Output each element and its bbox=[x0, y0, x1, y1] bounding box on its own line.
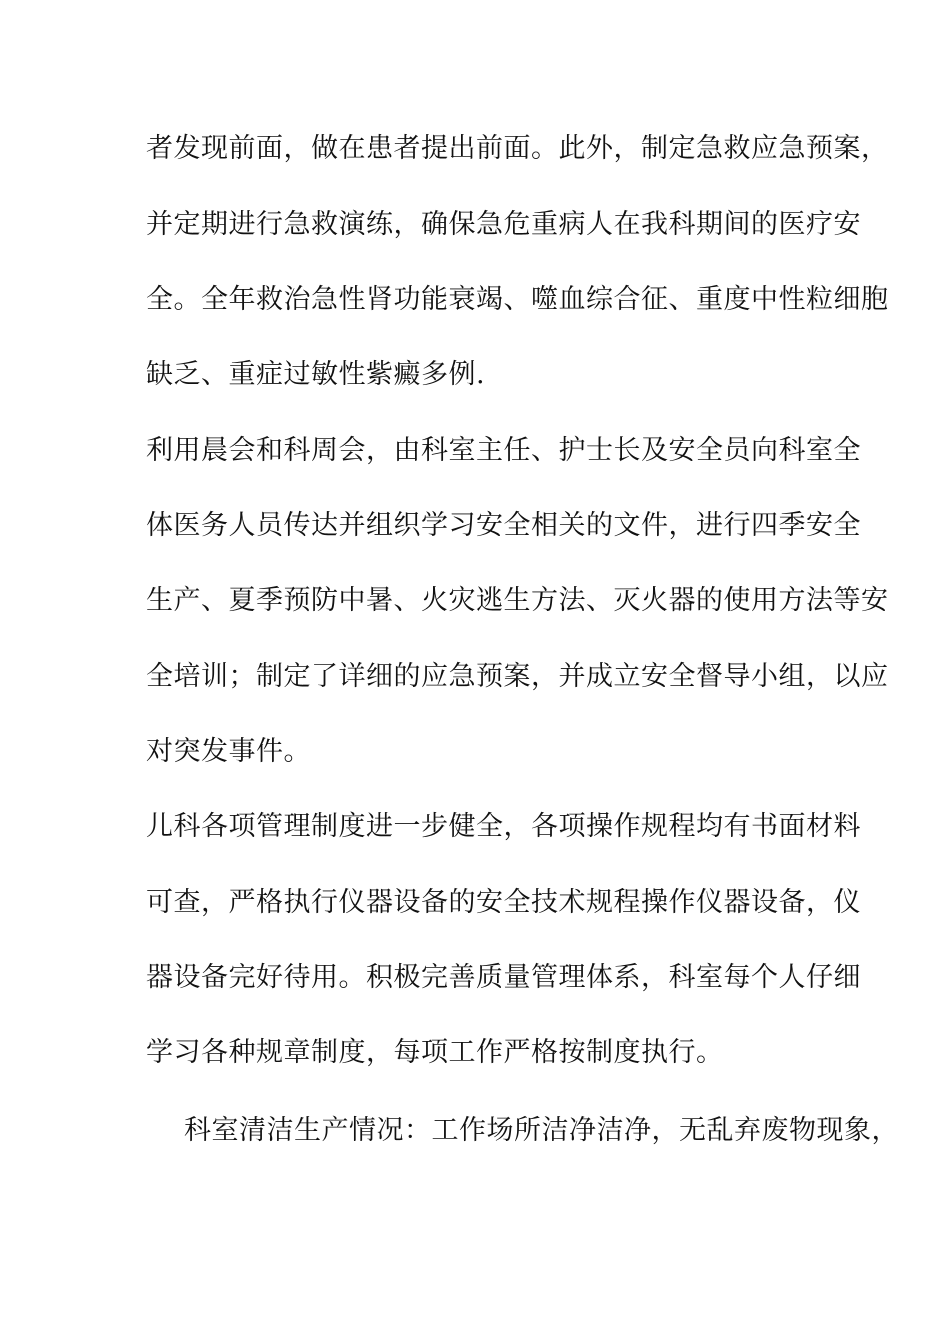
text-line: 缺乏、重症过敏性紫癜多例. bbox=[146, 359, 486, 390]
text-line: 对突发事件。 bbox=[146, 736, 311, 767]
text-line: 者发现前面，做在患者提出前面。此外，制定急救应急预案， bbox=[146, 133, 889, 164]
text-line: 生产、夏季预防中暑、火灾逃生方法、灭火器的使用方法等安 bbox=[146, 585, 889, 616]
text-line: 科室清洁生产情况：工作场所洁净洁净，无乱弃废物现象， bbox=[184, 1115, 899, 1146]
text-line: 全。全年救治急性肾功能衰竭、噬血综合征、重度中性粒细胞 bbox=[146, 284, 889, 315]
text-line: 器设备完好待用。积极完善质量管理体系，科室每个人仔细 bbox=[146, 962, 861, 993]
text-line: 可查，严格执行仪器设备的安全技术规程操作仪器设备，仪 bbox=[146, 887, 861, 918]
text-line: 全培训；制定了详细的应急预案，并成立安全督导小组，以应 bbox=[146, 661, 889, 692]
text-line: 并定期进行急救演练，确保急危重病人在我科期间的医疗安 bbox=[146, 209, 861, 240]
text-line: 利用晨会和科周会，由科室主任、护士长及安全员向科室全 bbox=[146, 435, 861, 466]
text-line: 体医务人员传达并组织学习安全相关的文件，进行四季安全 bbox=[146, 510, 861, 541]
text-line: 学习各种规章制度，每项工作严格按制度执行。 bbox=[146, 1037, 724, 1068]
text-line: 儿科各项管理制度进一步健全，各项操作规程均有书面材料 bbox=[146, 811, 861, 842]
